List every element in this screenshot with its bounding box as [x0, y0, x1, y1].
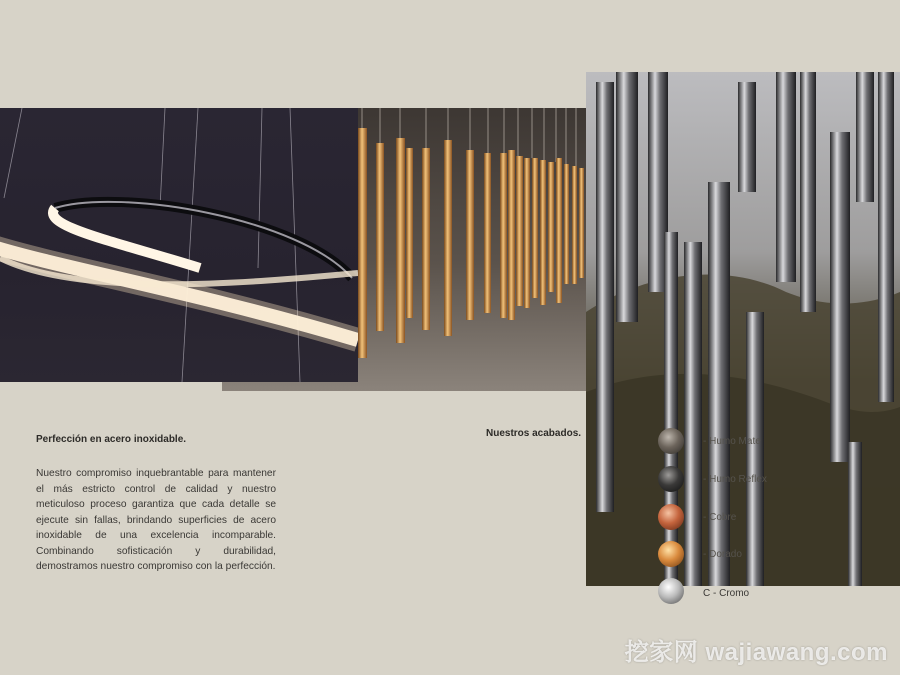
finish-swatch-humo-mate: [658, 428, 684, 454]
finish-label-cromo: C - Cromo: [703, 588, 750, 599]
finish-swatch-dorado: [658, 541, 684, 567]
watermark: 挖家网 wajiawang.com: [624, 639, 888, 666]
finish-label-humo-reflex: - Humo Reflex: [703, 474, 767, 485]
finish-label-cobre: - Cobre: [703, 512, 737, 523]
section-heading: Perfección en acero inoxidable.: [36, 434, 187, 445]
ring-pendant-photo: [0, 108, 358, 382]
finish-swatch-cromo: [658, 578, 684, 604]
finish-label-dorado: - Dorado: [703, 549, 742, 560]
finish-swatch-humo-reflex: [658, 466, 684, 492]
chrome-tubes-photo: [586, 72, 900, 586]
finish-label-humo-mate: - Humo Mate: [703, 436, 761, 447]
section-body: Nuestro compromiso inquebrantable para mantener el más estricto control de calidad y nuestro meticuloso proceso garantiza que cada detalle se ejecute sin fallas, brindando superficies de acero inoxidable de una excelencia incomparable. Combinando sofisticación y durabilidad, demostramos nuestro compromiso con la perfección.: [36, 468, 276, 572]
finishes-title: Nuestros acabados.: [486, 428, 582, 439]
finish-swatch-cobre: [658, 504, 684, 530]
